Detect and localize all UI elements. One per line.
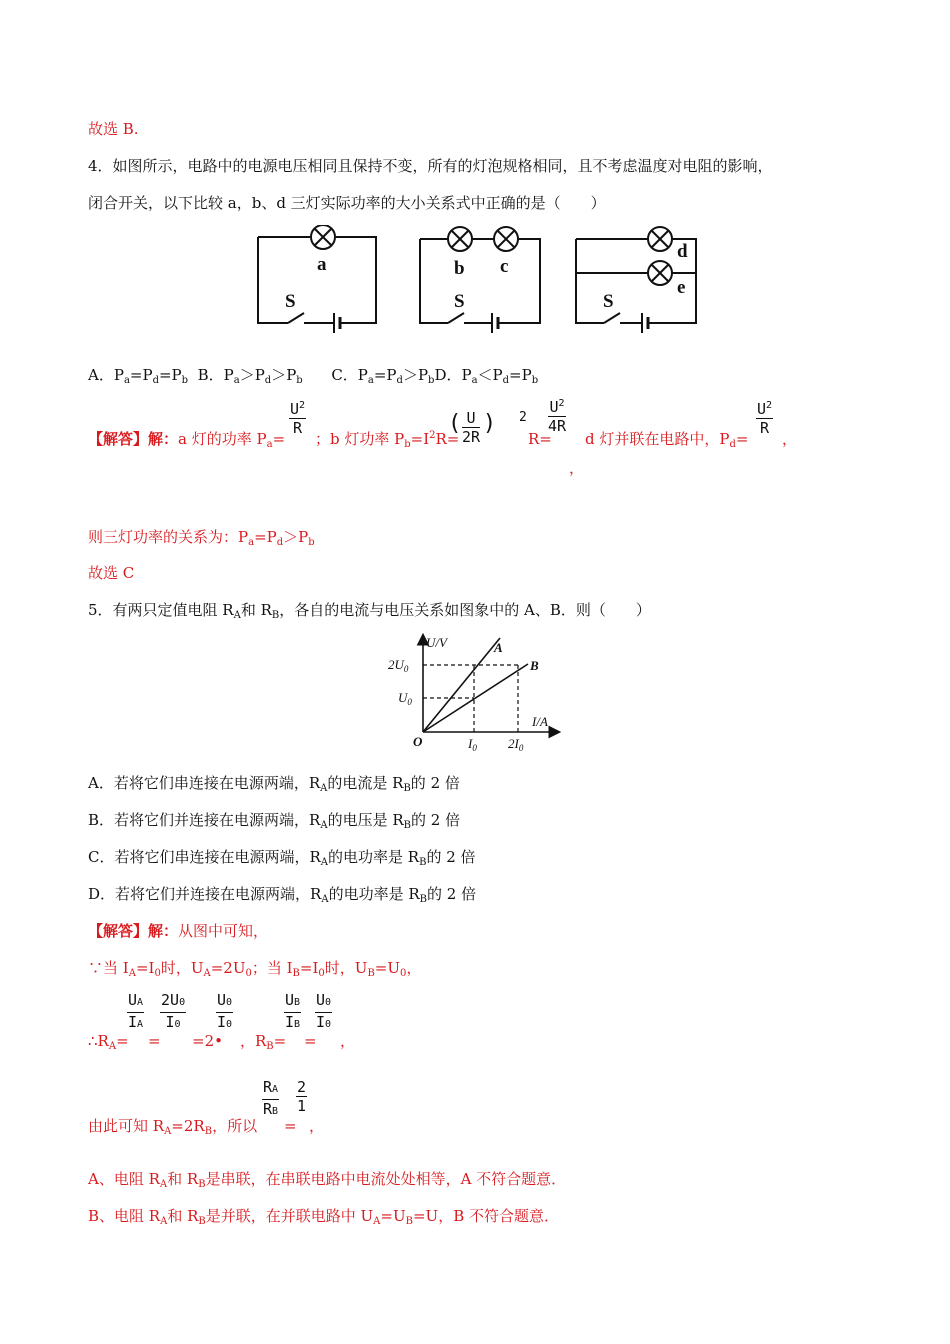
q4-comma-1: ， [569, 459, 585, 477]
lamp-b-label: b [454, 258, 465, 279]
option-c: C． [331, 366, 358, 384]
graph-ylabel: U/V [426, 635, 447, 650]
fraction-ub-over-ib: $\frac{UB}{IB}$ [285, 991, 301, 1031]
q5-option-b: B．若将它们并连接在电源两端，$R_A$的电压是 $R_B$的 2 倍 [88, 811, 461, 831]
fraction-2u0-over-i0: $\frac{2U0}{I0}$ [161, 991, 186, 1031]
q4-relation: 则三灯功率的关系为：$P_a=P_d>P_b$ [88, 528, 315, 548]
eq-sign-2: = [304, 1032, 317, 1050]
q5-graph [380, 630, 570, 755]
q5-analysis-a: A、电阻 $R_A$和 $R_B$是串联，在串联电路中电流处处相等，A 不符合题意． [88, 1170, 567, 1190]
q5-rb-lhs: ，$R_B=$ [240, 1032, 287, 1052]
q5-ra-lhs: $\therefore R_A=$ [88, 1032, 129, 1052]
lamp-e-label: e [677, 277, 686, 298]
q3-answer: 故选 B. [88, 120, 139, 138]
q5-option-d: D．若将它们并连接在电源两端，$R_A$的电功率是 $R_B$的 2 倍 [88, 885, 477, 905]
square-exponent: 2 [519, 410, 527, 425]
q5-solution-intro: 【解答】解：从图中可知， [88, 922, 269, 940]
fraction-u-over-2r: ( U 2R ) [448, 409, 497, 446]
fraction-u2-over-4r: $\frac{U^2}{4R}$ [548, 398, 567, 435]
graph-y-u0: $U_0$ [398, 690, 412, 707]
q4-stem-line2: 闭合开关，以下比较 a，b、d 三灯实际功率的大小关系式中正确的是（ ） [88, 194, 606, 212]
q4-comma-2: ， [782, 430, 798, 448]
lamp-a-label: a [317, 254, 327, 275]
option-b: B． [197, 366, 224, 384]
switch-s-label-1: S [285, 291, 296, 312]
lamp-d-label: d [677, 241, 688, 262]
q5-analysis-b: B、电阻 $R_A$和 $R_B$是并联，在并联电路中 $U_A=U_B=U$，B 不符合题意． [88, 1207, 559, 1227]
comma-3: ， [340, 1032, 356, 1050]
option-d: D． [434, 366, 462, 384]
fraction-u0-over-i0-2: $\frac{U0}{I0}$ [316, 991, 332, 1031]
graph-x-i0: $I_0$ [468, 736, 477, 753]
fraction-u0-over-i0-1: $\frac{U0}{I0}$ [217, 991, 233, 1031]
q5-option-c: C．若将它们串连接在电源两端，$R_A$的电功率是 $R_B$的 2 倍 [88, 848, 476, 868]
switch-s-label-3: S [603, 291, 614, 312]
q5-ratio: 由此可知 $R_A=2R_B$，所以 [88, 1117, 258, 1137]
graph-y-2u0: $2U_0$ [388, 657, 409, 674]
q5-stem: 5．有两只定值电阻 $R_A$和 $R_B$，各自的电流与电压关系如图象中的 A、B．则（ ） [88, 601, 651, 621]
q4-solution-r: R= [528, 430, 552, 448]
q4-solution-pb: ；b 灯功率 $P_b=I^2R=$ [315, 430, 460, 450]
q4-circuit-figure [240, 225, 710, 335]
switch-s-label-2: S [454, 291, 465, 312]
option-a: A． [88, 366, 114, 384]
eq-sign-1: = [148, 1032, 161, 1050]
q5-option-a: A．若将它们串连接在电源两端，$R_A$的电流是 $R_B$的 2 倍 [88, 774, 460, 794]
q4-solution-pd: d 灯并联在电路中，$P_d=$ [585, 430, 749, 450]
lamp-c-label: c [500, 256, 509, 277]
fraction-u2-over-r-2: $\frac{U^2}{R}$ [757, 400, 773, 437]
fraction-2-over-1: $\frac{2}{1}$ [297, 1078, 307, 1115]
eq-sign-3: = [284, 1117, 297, 1135]
q4-stem-line1: 4．如图所示，电路中的电源电压相同且保持不变，所有的灯泡规格相同，且不考虑温度对电阻的影响， [88, 157, 773, 175]
q5-solution-line2: ∵当 $I_A=I_0$时，$U_A=2U_0$；当 $I_B=I_0$时，$U_B=U_0$， [88, 959, 422, 979]
fraction-ra-over-rb: $\frac{RA}{RB}$ [263, 1078, 279, 1118]
graph-origin: O [413, 734, 423, 749]
graph-line-a-label: A [494, 640, 503, 655]
eq-2-dot: =2• [192, 1032, 223, 1050]
q4-solution-line: 【解答】解：a 灯的功率 $P_a=$ [88, 430, 286, 450]
fraction-ua-over-ia: $\frac{UA}{IA}$ [128, 991, 144, 1031]
graph-x-2i0: $2I_0$ [508, 736, 524, 753]
graph-xlabel: I/A [532, 714, 548, 729]
graph-line-b-label: B [530, 658, 539, 673]
fraction-u2-over-r-1: $\frac{U^2}{R}$ [290, 400, 306, 437]
q4-options: A．$P_a=P_d=P_b$ B．$P_a>P_d>P_b$ C．$P_a=P_d>P_bD$．$P_a<P_d=P_b$ [88, 366, 539, 386]
comma-4: ， [309, 1117, 325, 1135]
q4-answer: 故选 C [88, 564, 135, 582]
solution-prefix: 【解答】解： [88, 430, 179, 448]
